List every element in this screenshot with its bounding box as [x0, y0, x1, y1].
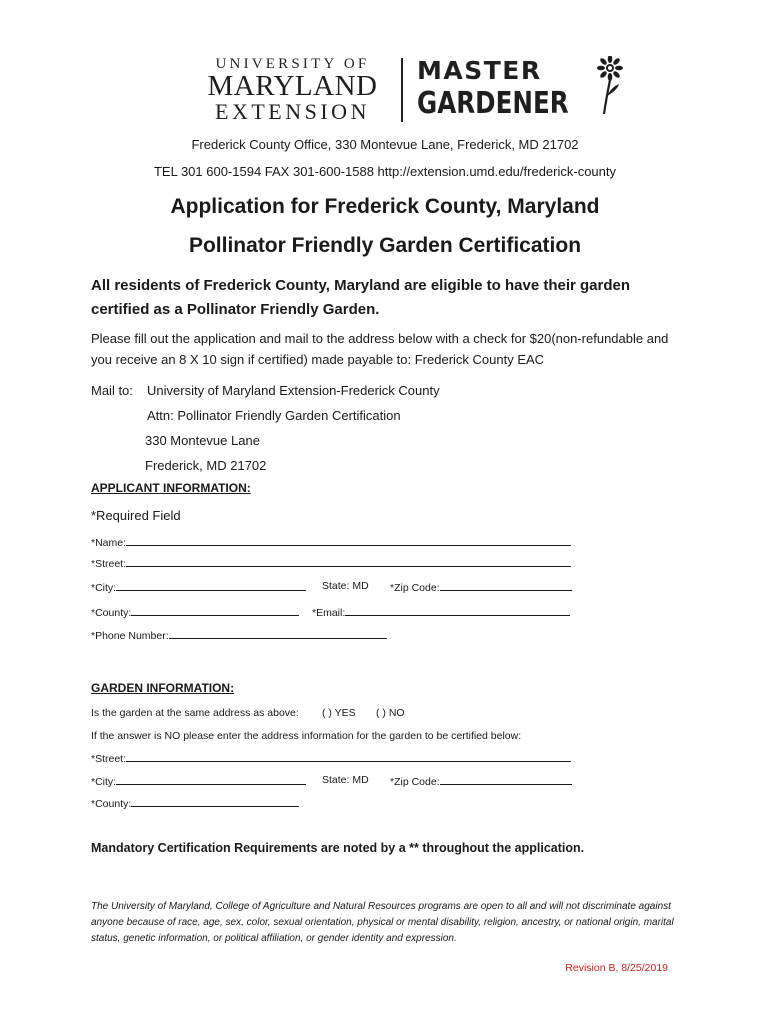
logo-umd-line3: EXTENSION	[215, 99, 370, 124]
state-label: State: MD	[322, 580, 369, 592]
page-title-line1: Application for Frederick County, Maryland	[170, 195, 600, 218]
same-address-question: Is the garden at the same address as above:	[91, 707, 299, 719]
applicant-info-heading: APPLICANT INFORMATION:	[91, 481, 251, 495]
mail-line3: 330 Montevue Lane	[145, 433, 260, 448]
garden-county-row	[91, 796, 299, 810]
page-title-line2: Pollinator Friendly Garden Certification	[188, 234, 582, 257]
garden-street-row	[91, 751, 571, 765]
garden-city-label: *City:	[91, 776, 117, 788]
garden-city-row	[91, 774, 306, 788]
eligibility-statement: All residents of Frederick County, Maryland are eligible to have their garden certified as a Pollinator Friendly Garden.	[91, 277, 631, 318]
mandatory-requirements-note: Mandatory Certification Requirements are noted by a ** throughout the application.	[91, 841, 585, 855]
garden-zip-label: *Zip Code:	[390, 776, 440, 788]
applicant-city-row	[91, 580, 306, 594]
street-field[interactable]	[126, 556, 571, 567]
applicant-county-row	[91, 605, 299, 619]
street-label: *Street:	[91, 558, 127, 570]
garden-street-label: *Street:	[91, 753, 127, 765]
applicant-phone-row	[91, 628, 387, 642]
garden-info-heading: GARDEN INFORMATION:	[91, 681, 235, 695]
logo-divider	[401, 58, 403, 122]
logo-mg-line2: GARDENER	[417, 86, 569, 121]
garden-city-field[interactable]	[116, 774, 306, 785]
mail-line1: University of Maryland Extension-Frederick County	[147, 383, 440, 398]
office-address: Frederick County Office, 330 Montevue Lane, Frederick, MD 21702	[191, 137, 579, 152]
mail-label: Mail to:	[91, 383, 133, 398]
revision-label: Revision B, 8/25/2019	[565, 962, 668, 974]
city-field[interactable]	[116, 580, 306, 591]
applicant-street-row	[91, 556, 571, 570]
applicant-email-row	[312, 605, 570, 619]
garden-county-label: *County:	[91, 798, 132, 810]
city-label: *City:	[91, 582, 117, 594]
mail-line4: Frederick, MD 21702	[145, 458, 267, 473]
nondiscrimination-statement: The University of Maryland, College of Agriculture and Natural Resources programs are open to all and will not discriminate against anyone because of race, age, sex, color, sexual orientation, physical or mental disability, religion, ancestry, or national origin, marital status, genetic information, or political affiliation, or gender identity and expression.	[91, 901, 674, 944]
instructions-text: Please fill out the application and mail to the address below with a check for $20(non-refundable and you receive an 8 X 10 sign if certified) made payable to: Frederick County EAC	[91, 331, 669, 367]
logo-mg-line1: MASTER	[417, 56, 542, 85]
header-logos	[200, 56, 624, 126]
garden-county-field[interactable]	[131, 796, 299, 807]
mailing-address	[91, 378, 440, 478]
office-contact: TEL 301 600-1594 FAX 301-600-1588 http://extension.umd.edu/frederick-county	[153, 164, 617, 179]
garden-zip-row	[390, 774, 572, 788]
zip-label: *Zip Code:	[390, 582, 440, 594]
no-option[interactable]: ( ) NO	[376, 707, 405, 719]
garden-state-label: State: MD	[322, 774, 369, 786]
if-no-note: If the answer is NO please enter the address information for the garden to be certified below:	[91, 730, 522, 742]
flower-icon	[590, 56, 624, 118]
garden-street-field[interactable]	[126, 751, 571, 762]
garden-zip-field[interactable]	[440, 774, 572, 785]
applicant-zip-row	[390, 580, 572, 594]
name-label: *Name:	[91, 537, 127, 549]
applicant-name-row	[91, 535, 571, 549]
county-field[interactable]	[131, 605, 299, 616]
umd-extension-logo	[200, 56, 385, 124]
email-label: *Email:	[312, 607, 346, 619]
required-field-note: *Required Field	[91, 508, 181, 523]
phone-label: *Phone Number:	[91, 630, 169, 642]
mail-line2: Attn: Pollinator Friendly Garden Certification	[147, 408, 401, 423]
zip-field[interactable]	[440, 580, 572, 591]
email-field[interactable]	[345, 605, 570, 616]
phone-field[interactable]	[169, 628, 387, 639]
master-gardener-logo	[417, 56, 624, 119]
county-label: *County:	[91, 607, 132, 619]
name-field[interactable]	[126, 535, 571, 546]
logo-umd-line1: UNIVERSITY OF	[215, 56, 370, 72]
yes-option[interactable]: ( ) YES	[322, 707, 356, 719]
logo-umd-line2: MARYLAND	[207, 70, 378, 102]
